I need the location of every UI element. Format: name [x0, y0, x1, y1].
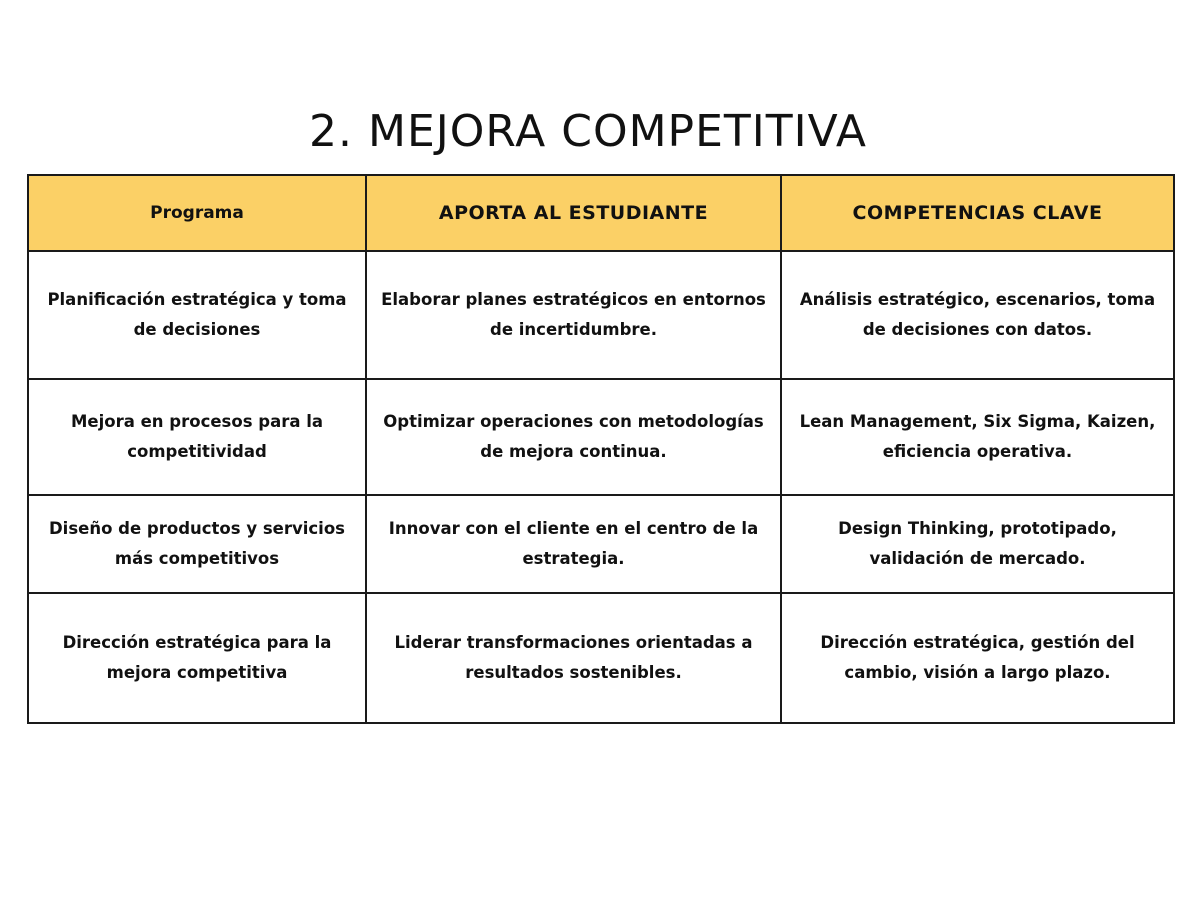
table-row	[28, 379, 1174, 495]
table-cell-aporta: Elaborar planes estratégicos en entornos de incertidumbre.	[366, 251, 781, 379]
table-cell-competencias: Design Thinking, prototipado, validación de mercado.	[781, 495, 1174, 593]
table-cell-aporta: Innovar con el cliente en el centro de la estrategia.	[366, 495, 781, 593]
column-header-competencias: COMPETENCIAS CLAVE	[781, 175, 1174, 251]
table-row	[28, 251, 1174, 379]
table-cell-competencias: Lean Management, Six Sigma, Kaizen, eficiencia operativa.	[781, 379, 1174, 495]
table-cell-competencias: Análisis estratégico, escenarios, toma de decisiones con datos.	[781, 251, 1174, 379]
table-cell-programa: Mejora en procesos para la competitividad	[28, 379, 366, 495]
table-cell-programa: Dirección estratégica para la mejora competitiva	[28, 593, 366, 723]
table-cell-programa: Diseño de productos y servicios más competitivos	[28, 495, 366, 593]
column-header-programa: Programa	[28, 175, 366, 251]
table-cell-aporta: Optimizar operaciones con metodologías de mejora continua.	[366, 379, 781, 495]
column-header-aporta: APORTA AL ESTUDIANTE	[366, 175, 781, 251]
competencies-table	[27, 174, 1175, 724]
table-cell-aporta: Liderar transformaciones orientadas a resultados sostenibles.	[366, 593, 781, 723]
table-row	[28, 593, 1174, 723]
table-row	[28, 495, 1174, 593]
table-cell-competencias: Dirección estratégica, gestión del cambio, visión a largo plazo.	[781, 593, 1174, 723]
table-header-row	[28, 175, 1174, 251]
page-title: 2. MEJORA COMPETITIVA	[309, 106, 867, 157]
table-cell-programa: Planificación estratégica y toma de decisiones	[28, 251, 366, 379]
